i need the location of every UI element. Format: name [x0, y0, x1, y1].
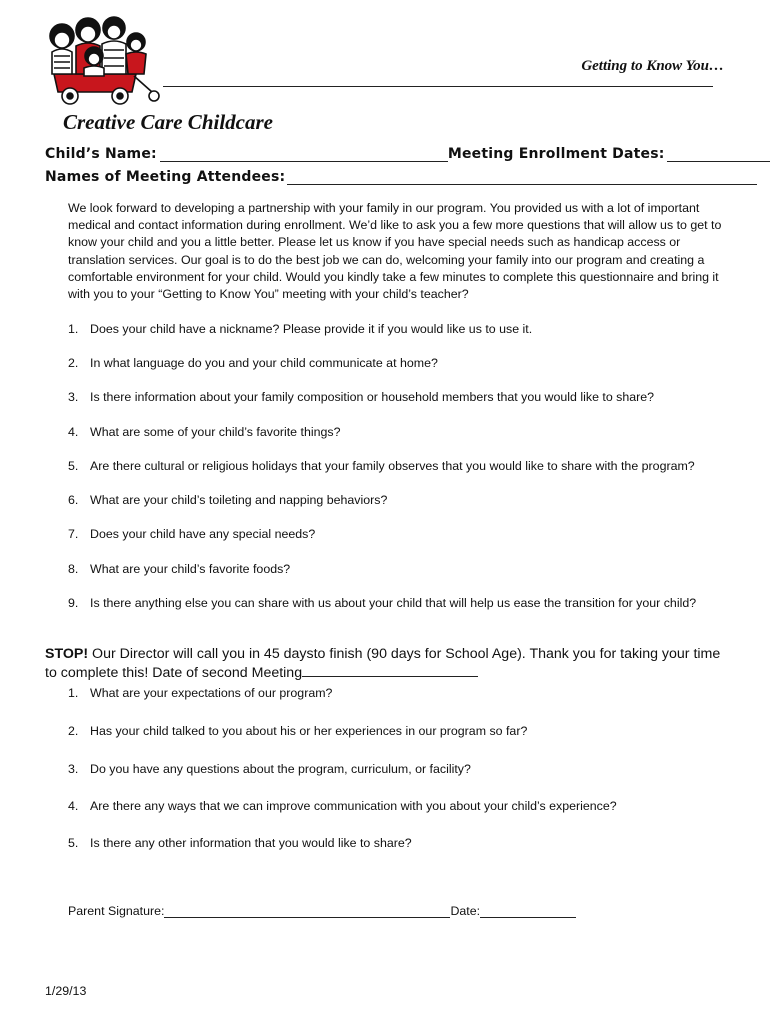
meeting-dates-label: Meeting Enrollment Dates:: [447, 146, 665, 162]
question-number: 9.: [68, 596, 79, 610]
question-item: [68, 562, 290, 576]
form-title: Getting to Know You…: [581, 58, 724, 74]
question-text: Does your child have a nickname? Please provide it if you would like us to use it.: [90, 322, 533, 336]
question-number: 7.: [68, 527, 79, 541]
question-item: [68, 459, 695, 473]
question-number: 3.: [68, 390, 79, 404]
question-number: 4.: [68, 799, 79, 813]
followup-question-item: [68, 686, 332, 700]
header-divider: [163, 86, 713, 87]
question-item: [68, 596, 696, 610]
question-item: [68, 390, 654, 404]
signature-row: [68, 904, 576, 918]
question-number: 6.: [68, 493, 79, 507]
followup-question-item: [68, 724, 527, 738]
question-text: Has your child talked to you about his or her experiences in our program so far?: [90, 724, 528, 738]
question-text: Are there cultural or religious holidays that your family observes that you would like to share with the program?: [90, 459, 695, 473]
question-number: 1.: [68, 322, 79, 336]
question-number: 5.: [68, 836, 79, 850]
question-number: 2.: [68, 356, 79, 370]
question-text: What are your child’s toileting and napping behaviors?: [90, 493, 388, 507]
question-item: [68, 493, 387, 507]
signature-date-field[interactable]: [480, 905, 576, 918]
question-text: Are there any ways that we can improve communication with you about your child’s experience?: [90, 799, 617, 813]
parent-signature-label: Parent Signature:: [68, 904, 165, 918]
question-number: 2.: [68, 724, 79, 738]
question-number: 3.: [68, 762, 79, 776]
question-text: Is there any other information that you would like to share?: [90, 836, 412, 850]
question-text: Do you have any questions about the program, curriculum, or facility?: [90, 762, 471, 776]
child-name-label: Child’s Name:: [45, 146, 157, 162]
question-text: Is there information about your family composition or household members that you would like to share?: [90, 390, 655, 404]
question-text: What are your child’s favorite foods?: [90, 562, 291, 576]
question-item: [68, 527, 315, 541]
question-item: [68, 425, 340, 439]
second-meeting-date-field[interactable]: [302, 663, 478, 677]
question-number: 1.: [68, 686, 79, 700]
question-text: In what language do you and your child communicate at home?: [90, 356, 438, 370]
question-text: What are some of your child’s favorite things?: [90, 425, 341, 439]
attendees-field[interactable]: [287, 170, 757, 185]
meeting-dates-field[interactable]: [667, 147, 770, 162]
followup-question-item: [68, 836, 412, 850]
intro-paragraph: We look forward to developing a partnership with your family in our program. You provided us with a lot of important medical and contact information during enrollment. We’d like to ask you a few more questions that will allow us to get to know your child and you a little better. Please let us know if you have special needs such as handicap access or translation services. Our goal is to do the best job we can do, welcoming your family into our program and creating a comfortable environment for your child. Would you kindly take a few minutes to complete this questionnaire and bring it with you to your “Getting to Know You” meeting with your child’s teacher?: [68, 201, 722, 302]
question-item: [68, 322, 532, 336]
signature-date-label: Date:: [450, 904, 481, 918]
child-name-field[interactable]: [160, 147, 448, 162]
question-number: 4.: [68, 425, 79, 439]
parent-signature-field[interactable]: [164, 905, 450, 918]
question-text: What are your expectations of our program?: [90, 686, 333, 700]
attendees-row: [45, 169, 757, 185]
child-name-row: [45, 146, 770, 162]
question-text: Does your child have any special needs?: [90, 527, 316, 541]
question-number: 5.: [68, 459, 79, 473]
stop-text: Our Director will call you in 45 daysto finish (90 days for School Age). Thank you for taking your time to complete this! Date of second Meeting: [45, 646, 721, 681]
followup-question-item: [68, 799, 617, 813]
children-wagon-logo: [40, 12, 160, 108]
organization-name: Creative Care Childcare: [63, 110, 273, 134]
question-number: 8.: [68, 562, 79, 576]
revision-date: 1/29/13: [45, 984, 87, 998]
stop-notice: [45, 646, 735, 682]
question-text: Is there anything else you can share with us about your child that will help us ease the transition for your child?: [90, 596, 697, 610]
attendees-label: Names of Meeting Attendees:: [45, 169, 286, 185]
question-item: [68, 356, 438, 370]
followup-question-item: [68, 762, 471, 776]
stop-bold: STOP!: [45, 646, 89, 662]
